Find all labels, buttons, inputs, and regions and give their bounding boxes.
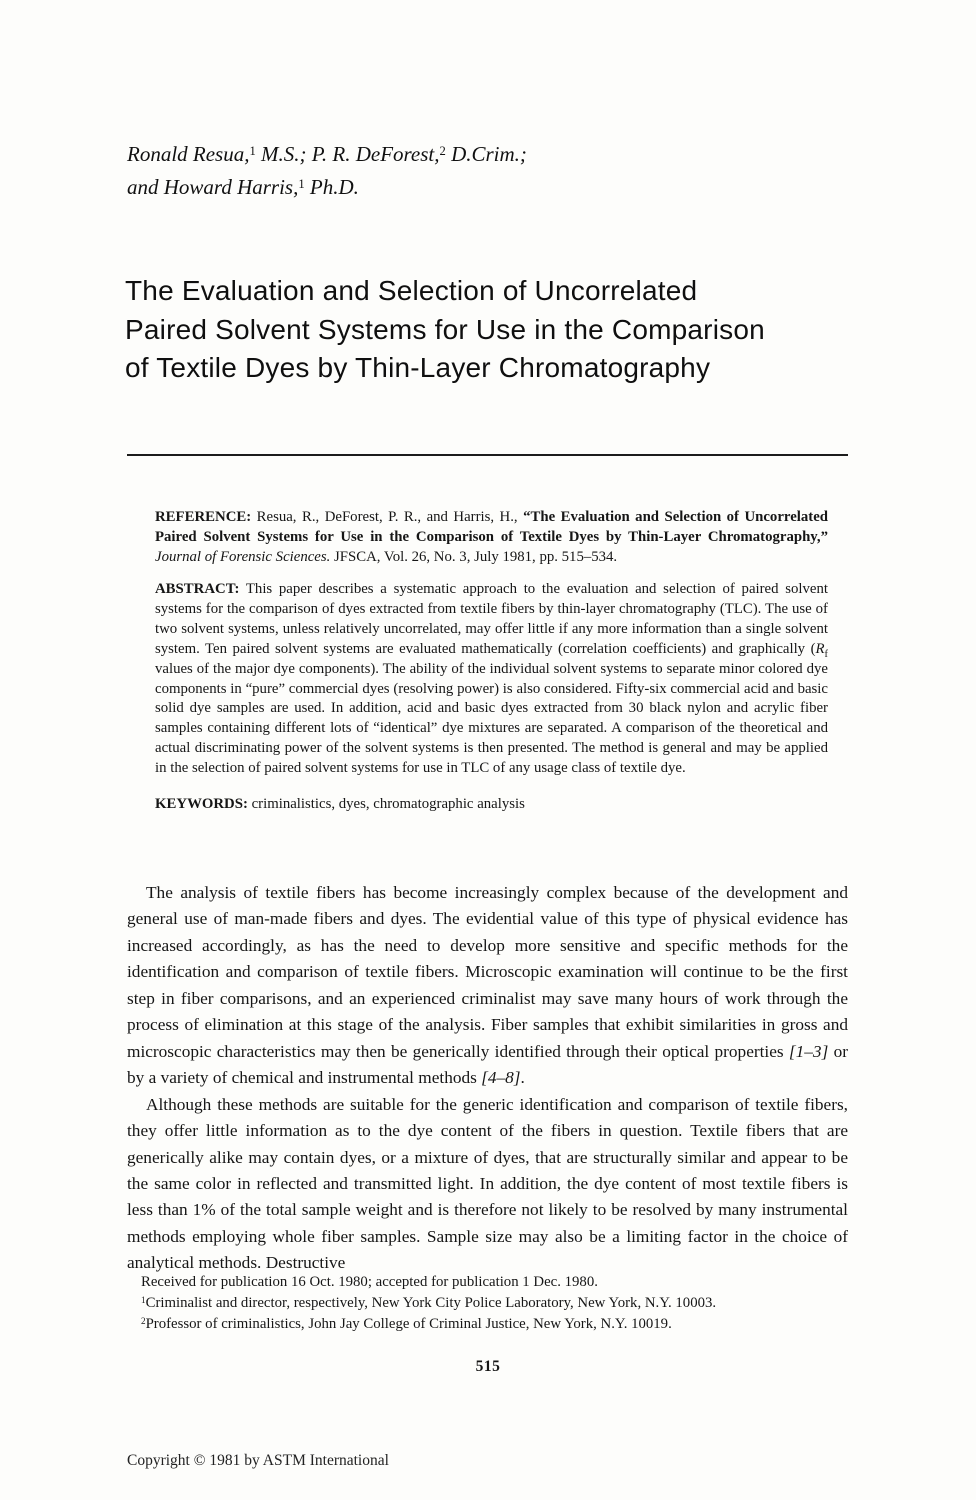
author-affiliation-superscript: 2 bbox=[439, 144, 446, 159]
citation-reference: [4–8] bbox=[481, 1068, 521, 1088]
footnote-1 bbox=[127, 1293, 848, 1314]
paper-title bbox=[125, 272, 885, 388]
title-divider-rule bbox=[127, 454, 848, 456]
author-degree: D.Crim.; bbox=[445, 142, 527, 166]
body-paragraph-text: or by a variety of chemical and instrumental methods bbox=[127, 1041, 848, 1088]
keywords-text: criminalistics, dyes, chromatographic analysis bbox=[247, 795, 525, 812]
paper-title-line: The Evaluation and Selection of Uncorrelated bbox=[125, 275, 698, 306]
footnote-marker: 2 bbox=[141, 1315, 146, 1326]
abstract-text: This paper describes a systematic approach to the evaluation and selection of paired solvent systems for the comparison of dyes extracted from textile fibers by thin-layer chromatography (TLC). The use of two solvent systems, unless relatively uncorrelated, may offer little if any more information than a single solvent system. Ten paired solvent systems are evaluated mathematically (correlation coefficients) and graphically ( bbox=[155, 581, 828, 657]
citation-reference: [1–3] bbox=[788, 1041, 829, 1061]
copyright-notice: Copyright © 1981 by ASTM International bbox=[127, 1452, 389, 1469]
author-degree: Ph.D. bbox=[304, 174, 359, 199]
abstract-section bbox=[155, 580, 828, 778]
footnote-2 bbox=[127, 1314, 848, 1335]
footnote-text: Criminalist and director, respectively, New York City Police Laboratory, New York, N.Y. 10003. bbox=[145, 1295, 717, 1311]
reference-title: “The Evaluation and Selection of Uncorrelated Paired Solvent Systems for Use in the Comparison of Textile Dyes by Thin-Layer Chromatography,” bbox=[155, 509, 828, 545]
footnotes bbox=[127, 1272, 848, 1335]
author-affiliation-superscript: 1 bbox=[298, 176, 305, 191]
author-name: and Howard Harris, bbox=[127, 174, 299, 199]
body-paragraph-1 bbox=[127, 880, 848, 1092]
author-line-2 bbox=[127, 171, 848, 204]
reference-authors: Resua, R., DeForest, P. R., and Harris, H., bbox=[251, 509, 524, 525]
footnote-received: Received for publication 16 Oct. 1980; accepted for publication 1 Dec. 1980. bbox=[141, 1274, 598, 1290]
author-block bbox=[127, 138, 848, 203]
reference-journal: Journal of Forensic Sciences. bbox=[155, 548, 331, 565]
reference-label: REFERENCE: bbox=[155, 509, 252, 525]
paper-title-line: of Textile Dyes by Thin-Layer Chromatography bbox=[125, 352, 711, 384]
body-paragraph-text: . bbox=[520, 1068, 525, 1088]
reference-section bbox=[155, 508, 828, 567]
footnote-text: Professor of criminalistics, John Jay College of Criminal Justice, New York, N.Y. 10019. bbox=[145, 1316, 672, 1332]
rf-symbol: R bbox=[815, 640, 825, 657]
rf-subscript: f bbox=[824, 648, 828, 660]
author-name: Ronald Resua, bbox=[127, 142, 250, 166]
footnote-marker: 1 bbox=[141, 1294, 146, 1305]
body-paragraph-2: Although these methods are suitable for the generic identification and comparison of textile fibers, they offer little information as to the dye content of the fibers in question. Textile fibers that are generically alike may contain dyes, or a mixture of dyes, that are structurally similar and appear to be the same color in reflected and transmitted light. In addition, the dye content of most textile fibers is less than 1% of the total sample weight and is therefore not likely to be resolved by many instrumental methods employing whole fiber samples. Sample size may also be a limiting factor in the choice of analytical methods. Destructive bbox=[127, 1094, 848, 1273]
body-paragraph-text: The analysis of textile fibers has become increasingly complex because of the development and general use of man-made fibers and dyes. The evidential value of this type of physical evidence has increased accordingly, as has the need to develop more sensitive and specific methods for the identification and comparison of textile fibers. Microscopic examination will continue to be the first step in fiber comparisons, and an experienced criminalist may save many hours of work through the process of elimination at this stage of the analysis. Fiber samples that exhibit similarities in gross and microscopic characteristics may then be generically identified through their optical properties bbox=[127, 883, 848, 1061]
author-name: M.S.; P. R. DeForest, bbox=[255, 142, 440, 166]
front-matter bbox=[155, 508, 828, 827]
abstract-text: values of the major dye components). The ability of the individual solvent systems to separate minor colored dye components in “pure” commercial dyes (resolving power) is also considered. Fifty-six commercial acid and basic solid dye samples are used. In addition, acid and basic dyes extracted from 30 black nylon and acrylic fiber samples containing different lots of “identical” dye mixtures are separated. A comparison of the theoretical and actual discriminating power of the solvent systems is then presented. The method is general and may be applied in the selection of paired solvent systems for use in TLC of any usage class of textile dye. bbox=[155, 660, 828, 776]
body-text bbox=[127, 880, 848, 1277]
keywords-section bbox=[155, 795, 828, 815]
author-line-1 bbox=[127, 138, 848, 171]
reference-citation-tail: JFSCA, Vol. 26, No. 3, July 1981, pp. 515–534. bbox=[330, 548, 618, 565]
author-affiliation-superscript: 1 bbox=[249, 144, 256, 159]
keywords-label: KEYWORDS: bbox=[155, 795, 248, 812]
abstract-label: ABSTRACT: bbox=[155, 581, 240, 598]
paper-title-line: Paired Solvent Systems for Use in the Comparison bbox=[125, 313, 765, 345]
page-number: 515 bbox=[475, 1358, 501, 1375]
